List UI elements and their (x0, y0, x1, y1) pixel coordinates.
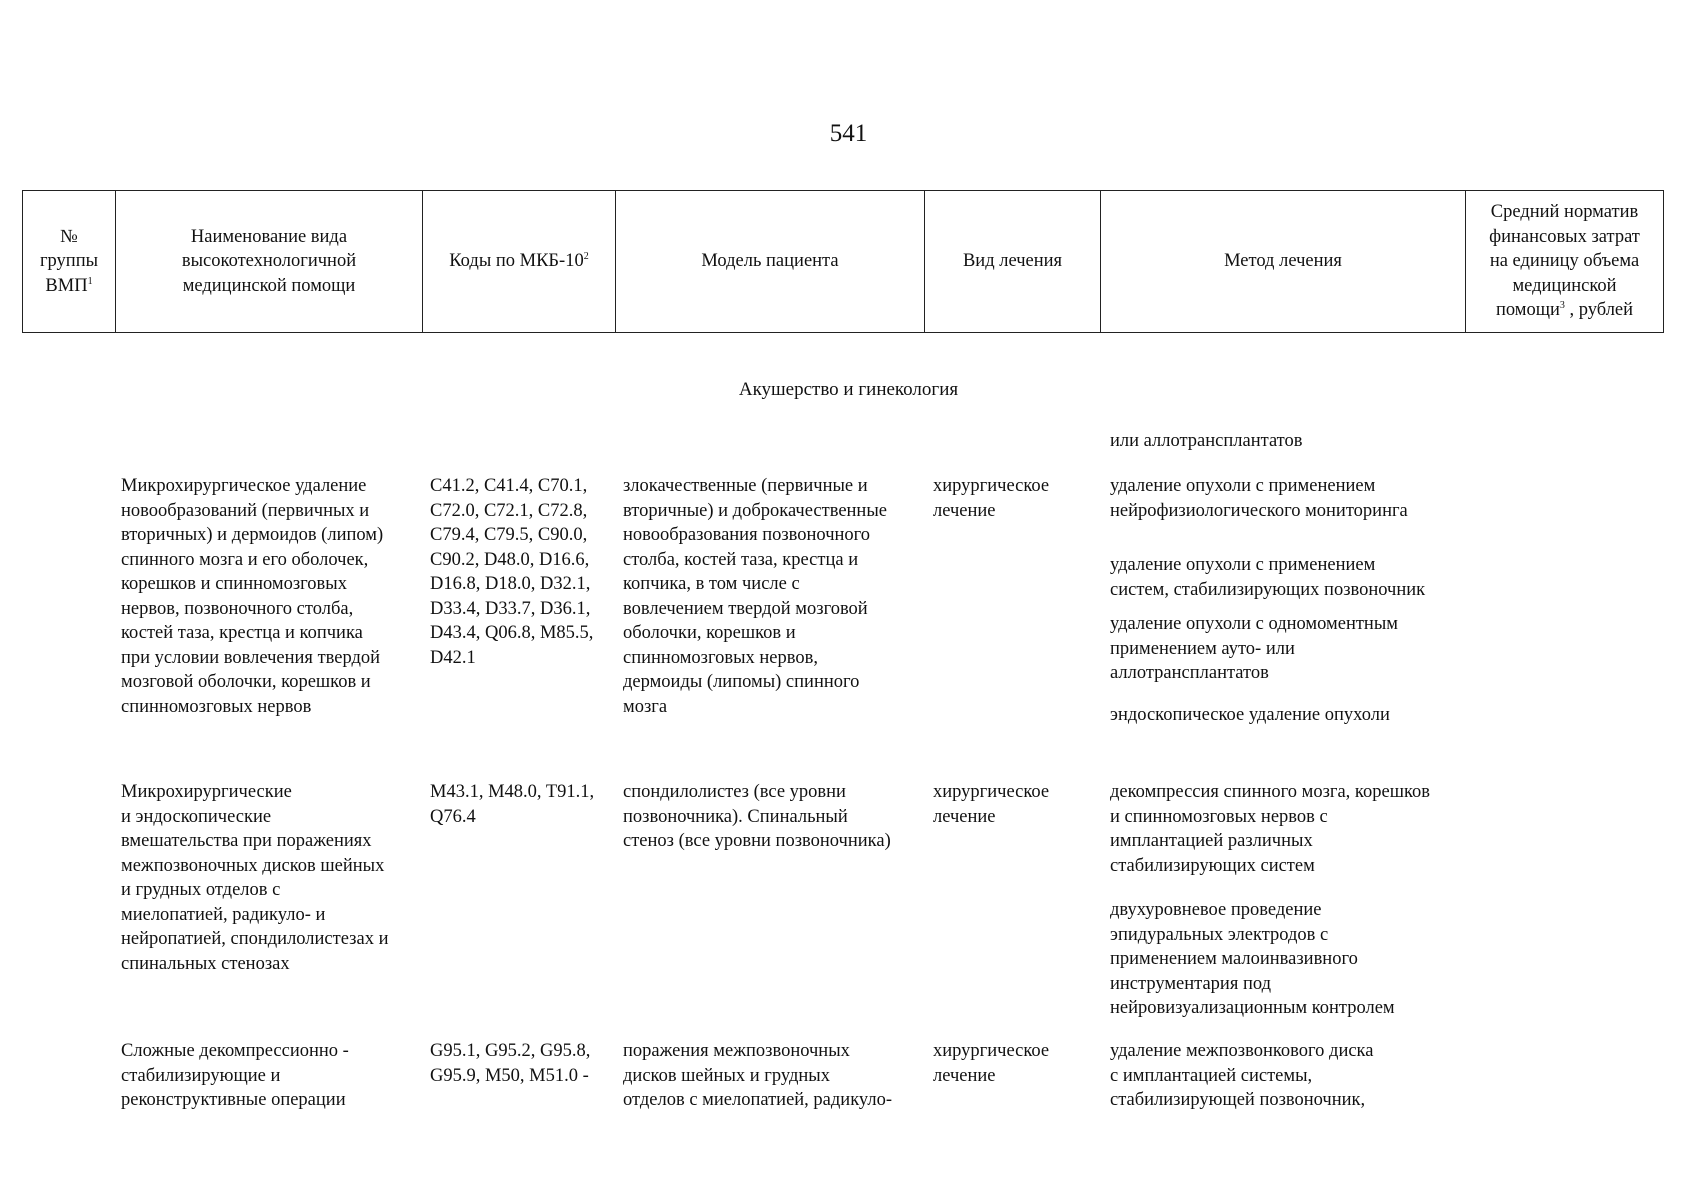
row-2-codes: M43.1, M48.0, T91.1, Q76.4 (430, 782, 595, 827)
table-header (22, 190, 1664, 333)
row-3-model: поражения межпозвоночных дисков шейных и грудных отделов с миелопатией, радикуло- (623, 1041, 893, 1110)
row-3-codes: G95.1, G95.2, G95.8, G95.9, M50, M51.0 - (430, 1041, 591, 1086)
row-3-type: хирургическое лечение (933, 1041, 1050, 1086)
header-patient-model: Модель пациента (616, 191, 925, 333)
row-1-method-1: удаление опухоли с применением нейрофизиологического мониторинга (1110, 476, 1408, 521)
row-2-method-1: декомпрессия спинного мозга, корешков и спинномозговых нервов с имплантацией различных стабилизирующих систем (1110, 782, 1430, 876)
footnote-1: 1 (87, 275, 93, 287)
header-group-number-text: № группы ВМП (39, 226, 99, 296)
row-1-model: злокачественные (первичные и вторичные) и доброкачественные новообразования позвоночного столба, костей таза, крестца и копчика, в том числе с вовлечением твердой мозговой оболочки, корешков и спинномозговых нервов, дермоиды (липомы) спинного мозга (623, 476, 887, 717)
row-1-method-3: удаление опухоли с одномоментным применением ауто- или аллотрансплантатов (1110, 614, 1398, 683)
header-average-cost-unit: , рублей (1564, 300, 1634, 321)
row-3-method-1: удаление межпозвонкового диска с имплантацией системы, стабилизирующей позвоночник, (1110, 1041, 1374, 1110)
footnote-2: 2 (583, 251, 589, 263)
header-icd-codes (423, 191, 616, 333)
header-treatment-type: Вид лечения (925, 191, 1101, 333)
footnote-3: 3 (1559, 300, 1565, 312)
header-vmp-name: Наименование вида высокотехнологичной медицинской помощи (116, 191, 423, 333)
row-2-method-2: двухуровневое проведение эпидуральных электродов с применением малоинвазивного инструментария под нейровизуализационным контролем (1110, 900, 1395, 1018)
row-3-name: Сложные декомпрессионно - стабилизирующие и реконструктивные операции (121, 1041, 349, 1110)
header-treatment-method: Метод лечения (1101, 191, 1466, 333)
row-1-method-4: эндоскопическое удаление опухоли (1110, 705, 1390, 725)
header-group-number (23, 191, 116, 333)
continuation-method: или аллотрансплантатов (1110, 431, 1303, 451)
row-1-type: хирургическое лечение (933, 476, 1050, 521)
row-2-type: хирургическое лечение (933, 782, 1050, 827)
section-title: Акушерство и гинекология (738, 379, 959, 400)
row-2-model: спондилолистез (все уровни позвоночника). Спинальный стеноз (все уровни позвоночника) (623, 782, 891, 851)
header-icd-codes-text: Коды по МКБ-10 (449, 251, 584, 272)
header-average-cost (1466, 191, 1664, 333)
row-1-method-2: удаление опухоли с применением систем, стабилизирующих позвоночник (1110, 555, 1426, 600)
row-2-name: Микрохирургические и эндоскопические вмешательства при поражениях межпозвоночных дисков шейных и грудных отделов с миелопатией, радикуло- и нейропатией, спондилолистезах и спинальных стенозах (121, 782, 389, 974)
row-1-codes: C41.2, C41.4, C70.1, C72.0, C72.1, C72.8, C79.4, C79.5, C90.0, C90.2, D48.0, D16.6, D16.8, D18.0, D32.1, D33.4, D33.7, D36.1, D43.4, Q06.8, M85.5, D42.1 (430, 476, 594, 668)
row-1-name: Микрохирургическое удаление новообразований (первичных и вторичных) и дермоидов (липом) спинного мозга и его оболочек, корешков и спинномозговых нервов, позвоночного столба, костей таза, крестца и копчика при условии вовлечения твердой мозговой оболочки, корешков и спинномозговых нервов (121, 476, 384, 717)
header-average-cost-text: Средний норматив финансовых затрат на единицу объема медицинской помощи (1489, 202, 1640, 321)
page-number: 541 (829, 120, 868, 147)
